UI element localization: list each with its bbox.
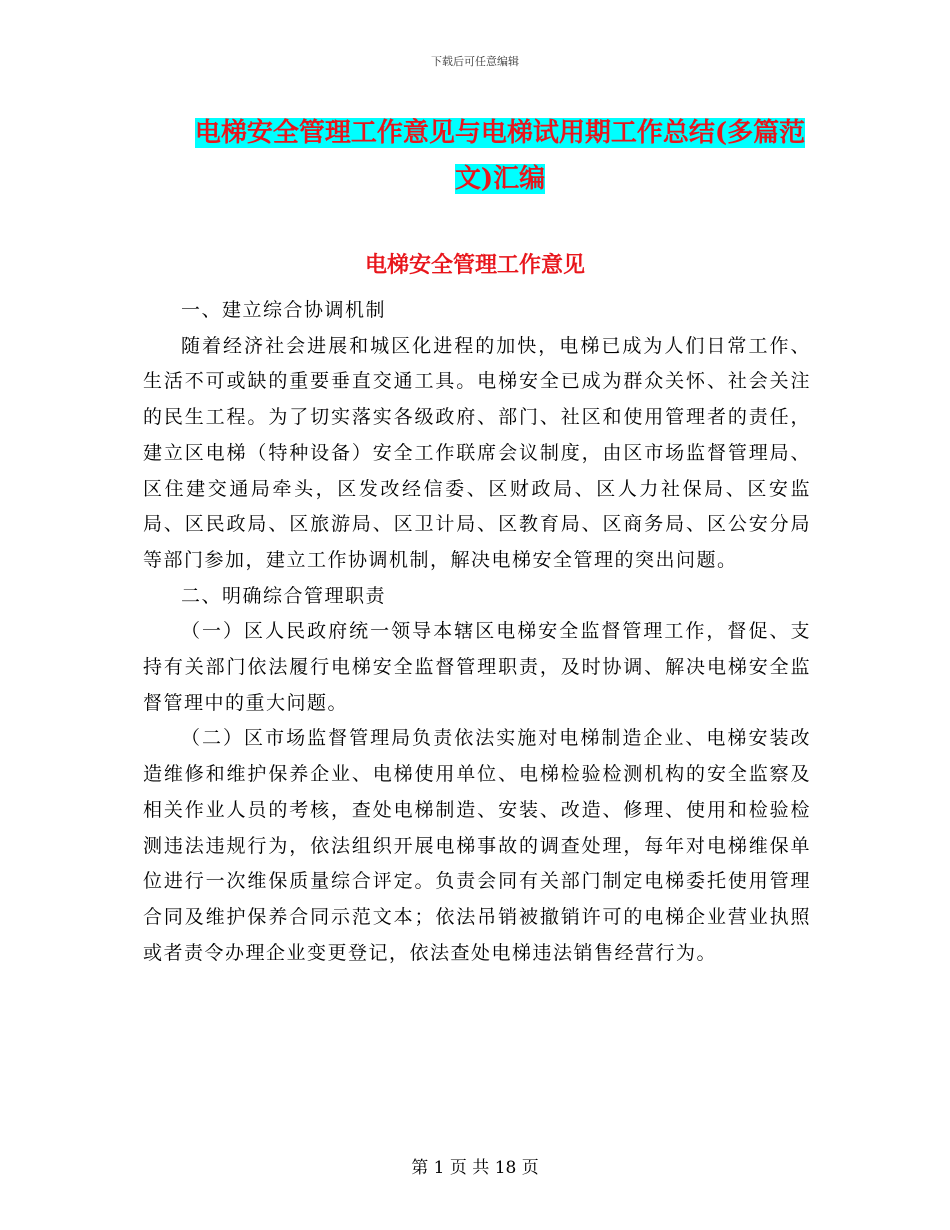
heading-1: 一、建立综合协调机制 <box>181 299 387 321</box>
heading-2: 二、明确综合管理职责 <box>181 584 387 607</box>
section-title: 电梯安全管理工作意见 <box>364 252 585 278</box>
paragraph-3: （二）区市场监督管理局负责依法实施对电梯制造企业、电梯安装改造维修和维护保养企业、电梯使用单位、电梯检验检测机构的安全监察及相关作业人员的考核，查处电梯制造、安装、改造、修理、使用和检验检测违法违规行为，依法组织开展电梯事故的调查处理，每年对电梯维保单位进行一次维保质量综合评定。负责会同有关部门制定电梯委托使用管理合同及维护保养合同示范文本；依法吊销被撤销许可的电梯企业营业执照或者责令办理企业变更登记，依法查处电梯违法销售经营行为。 <box>143 727 811 964</box>
document-title <box>185 110 815 202</box>
document-title-text: 电梯安全管理工作意见与电梯试用期工作总结(多篇范文)汇编 <box>194 118 806 194</box>
header-note: 下载后可任意编辑 <box>431 55 519 68</box>
paragraph-1: 随着经济社会进展和城区化进程的加快，电梯已成为人们日常工作、生活不可或缺的重要垂直交通工具。电梯安全已成为群众关怀、社会关注的民生工程。为了切实落实各级政府、部门、社区和使用管理者的责任，建立区电梯（特种设备）安全工作联席会议制度，由区市场监督管理局、区住建交通局牵头，区发改经信委、区财政局、区人力社保局、区安监局、区民政局、区旅游局、区卫计局、区教育局、区商务局、区公安分局等部门参加，建立工作协调机制，解决电梯安全管理的突出问题。 <box>143 334 811 571</box>
paragraph-2: （一）区人民政府统一领导本辖区电梯安全监督管理工作，督促、支持有关部门依法履行电梯安全监督管理职责，及时协调、解决电梯安全监督管理中的重大问题。 <box>143 620 811 714</box>
document-body <box>143 293 811 971</box>
page-footer: 第 1 页 共 18 页 <box>411 1158 539 1178</box>
